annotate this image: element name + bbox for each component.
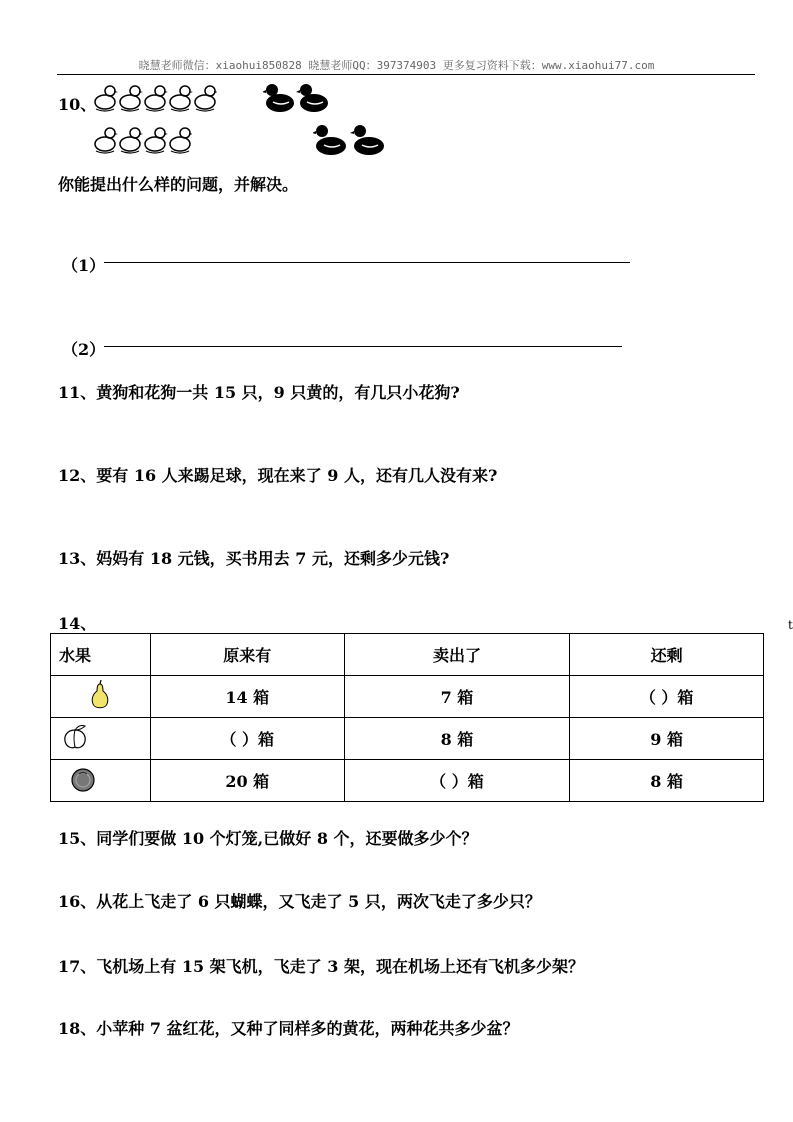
black-duck-icon <box>350 125 384 155</box>
q10-answer-line-2[interactable] <box>104 346 622 347</box>
white-duck-icon <box>145 128 168 153</box>
header-sold: 卖出了 <box>344 634 570 676</box>
page-header: 晓慧老师微信：xiaohui850828 晓慧老师QQ：397374903 更多复习资料下载：www.xiaohui77.com <box>138 59 655 72</box>
black-ducks-row-2 <box>313 121 389 157</box>
header-left: 还剩 <box>570 634 764 676</box>
pear-icon <box>89 680 111 710</box>
question-11: 11、黄狗和花狗一共 15 只，9 只黄的，有几只小花狗? <box>58 383 460 402</box>
q10-number: 10、 <box>58 95 97 114</box>
cell-left: 8 箱 <box>570 760 764 802</box>
table-row <box>51 718 764 760</box>
cell-original: 20 箱 <box>150 760 344 802</box>
fruit-table <box>50 633 764 802</box>
cell-sold[interactable]: （ ）箱 <box>344 760 570 802</box>
white-duck-icon <box>95 86 118 111</box>
white-duck-icon <box>120 86 143 111</box>
question-13: 13、妈妈有 18 元钱，买书用去 7 元，还剩多少元钱? <box>58 549 450 568</box>
white-duck-icon <box>170 86 193 111</box>
header-rule <box>57 74 755 75</box>
fruit-cell <box>51 676 151 718</box>
table-header-row <box>51 634 764 676</box>
header-original: 原来有 <box>150 634 344 676</box>
cell-sold: 7 箱 <box>344 676 570 718</box>
white-duck-icon <box>120 128 143 153</box>
fruit-cell <box>51 760 151 802</box>
stray-mark: t <box>788 618 793 632</box>
cell-left: 9 箱 <box>570 718 764 760</box>
q10-prompt: 你能提出什么样的问题，并解决。 <box>58 175 299 194</box>
question-16: 16、从花上飞走了 6 只蝴蝶，又飞走了 5 只，两次飞走了多少只？ <box>58 892 541 911</box>
black-ducks-row-1 <box>263 80 333 114</box>
white-duck-icon <box>170 128 192 153</box>
cell-sold: 8 箱 <box>344 718 570 760</box>
table-row <box>51 676 764 718</box>
apple-icon <box>69 766 97 792</box>
cell-left[interactable]: （ ）箱 <box>570 676 764 718</box>
question-17: 17、飞机场上有 15 架飞机，飞走了 3 架，现在机场上还有飞机多少架？ <box>58 957 584 976</box>
question-15: 15、同学们要做 10 个灯笼,已做好 8 个，还要做多少个？ <box>58 829 478 848</box>
question-12: 12、要有 16 人来踢足球，现在来了 9 人，还有几人没有来? <box>58 466 498 485</box>
table-row <box>51 760 764 802</box>
fruit-cell <box>51 718 151 760</box>
q10-answer-line-1[interactable] <box>104 262 630 263</box>
peach-icon <box>61 724 89 750</box>
white-ducks-row-1 <box>92 82 217 114</box>
q10-blank-1-label: （1） <box>62 256 106 275</box>
header-fruit: 水果 <box>51 634 151 676</box>
white-ducks-row-2 <box>92 124 192 156</box>
black-duck-icon <box>263 84 294 112</box>
question-14: 14、 <box>58 614 97 633</box>
white-duck-icon <box>145 86 168 111</box>
question-18: 18、小苹种 7 盆红花，又种了同样多的黄花，两种花共多少盆？ <box>58 1019 519 1038</box>
white-duck-icon <box>95 128 118 153</box>
black-duck-icon <box>296 84 328 112</box>
white-duck-icon <box>195 86 217 111</box>
cell-original: 14 箱 <box>150 676 344 718</box>
cell-original[interactable]: （ ）箱 <box>150 718 344 760</box>
q10-blank-2-label: （2） <box>62 340 106 359</box>
black-duck-icon <box>313 125 346 155</box>
